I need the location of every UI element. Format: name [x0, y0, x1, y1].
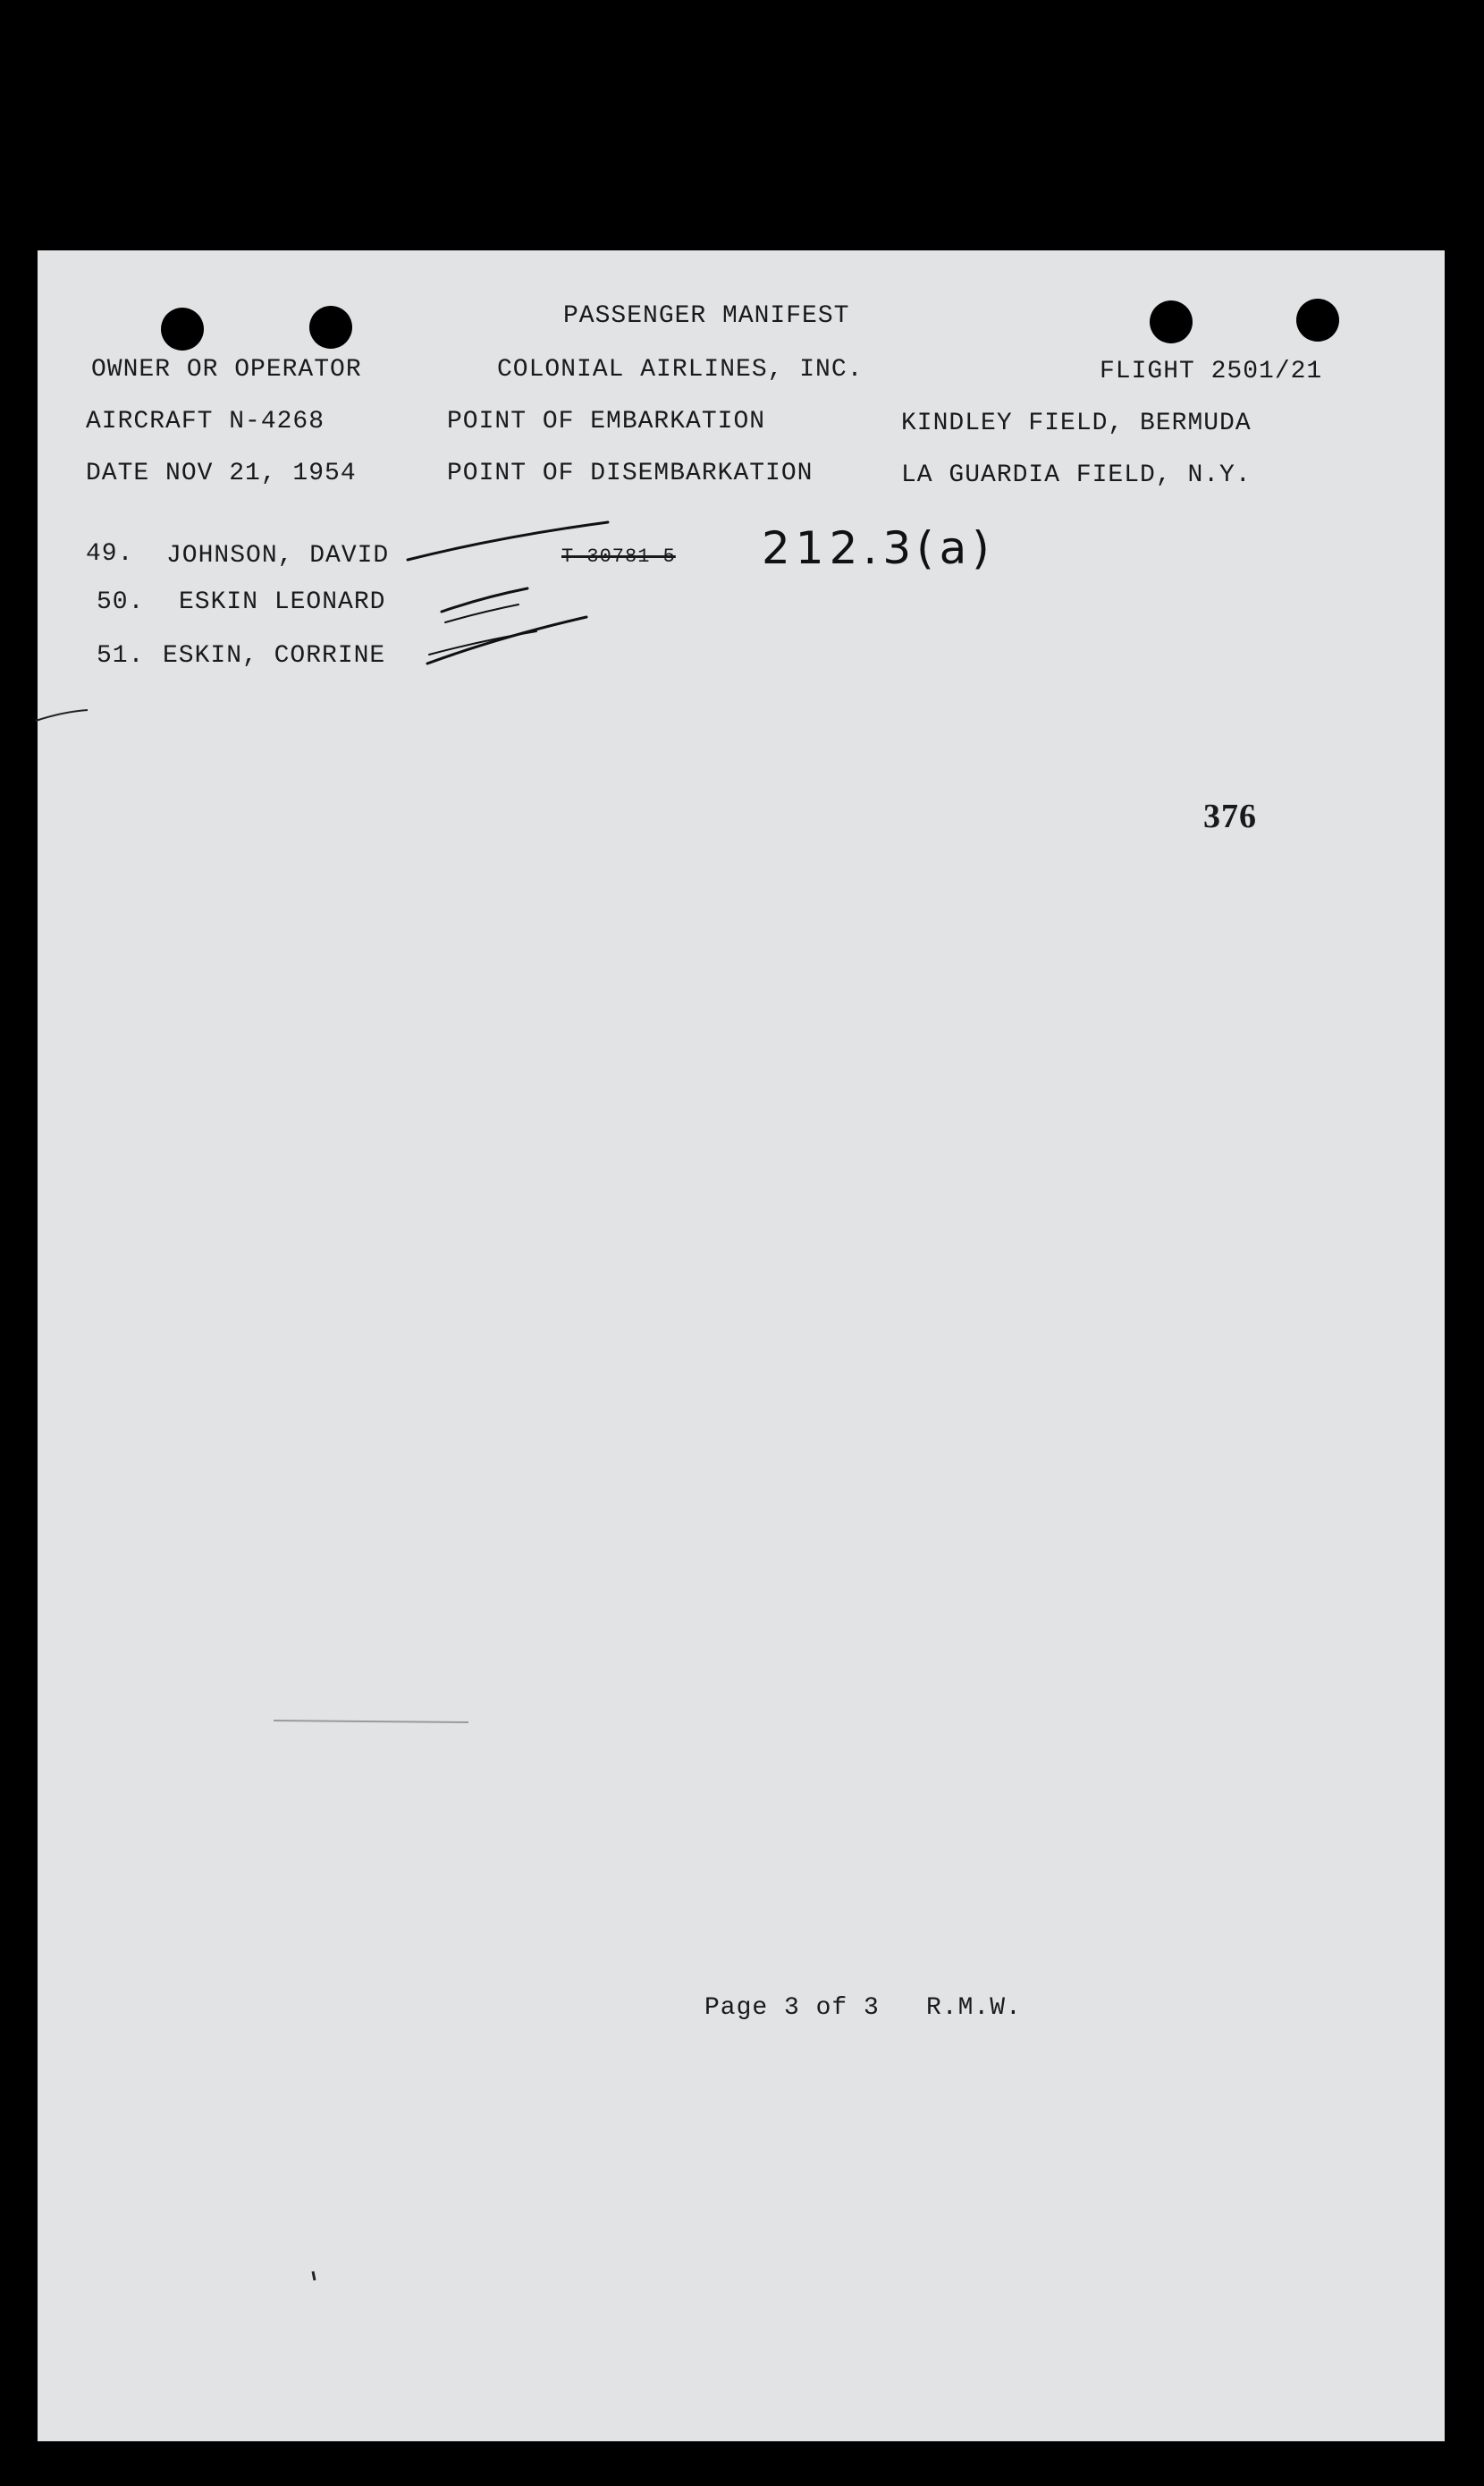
page-indicator: Page 3 of 3 — [704, 1994, 880, 2022]
flight-number: FLIGHT 2501/21 — [1100, 358, 1323, 385]
punch-hole-right-1 — [1150, 300, 1193, 343]
manifest-sheet — [38, 250, 1445, 2441]
clerk-initials: R.M.W. — [926, 1994, 1022, 2022]
manifest-title: PASSENGER MANIFEST — [563, 302, 850, 330]
passenger-number: 51. — [97, 642, 145, 670]
punch-hole-left-2 — [309, 306, 352, 349]
handwritten-code: 212.3(a) — [762, 522, 995, 574]
punch-hole-right-2 — [1296, 299, 1339, 342]
passenger-number: 49. — [86, 540, 134, 568]
disembarkation-value: LA GUARDIA FIELD, N.Y. — [901, 461, 1252, 489]
manifest-date: DATE NOV 21, 1954 — [86, 460, 357, 487]
owner-value: COLONIAL AIRLINES, INC. — [497, 356, 864, 384]
embarkation-label: POINT OF EMBARKATION — [447, 408, 766, 435]
page-stamp-number: 376 — [1203, 798, 1257, 835]
punch-hole-left-1 — [161, 308, 204, 351]
passenger-name: ESKIN, CORRINE — [163, 642, 386, 670]
struck-out-number: T-30781-5 — [561, 545, 676, 568]
passenger-number: 50. — [97, 588, 145, 616]
aircraft-registration: AIRCRAFT N-4268 — [86, 408, 325, 435]
disembarkation-label: POINT OF DISEMBARKATION — [447, 460, 814, 487]
passenger-name: ESKIN LEONARD — [179, 588, 386, 616]
owner-label: OWNER OR OPERATOR — [91, 356, 362, 384]
passenger-name: JOHNSON, DAVID — [166, 542, 390, 570]
embarkation-value: KINDLEY FIELD, BERMUDA — [901, 410, 1252, 437]
